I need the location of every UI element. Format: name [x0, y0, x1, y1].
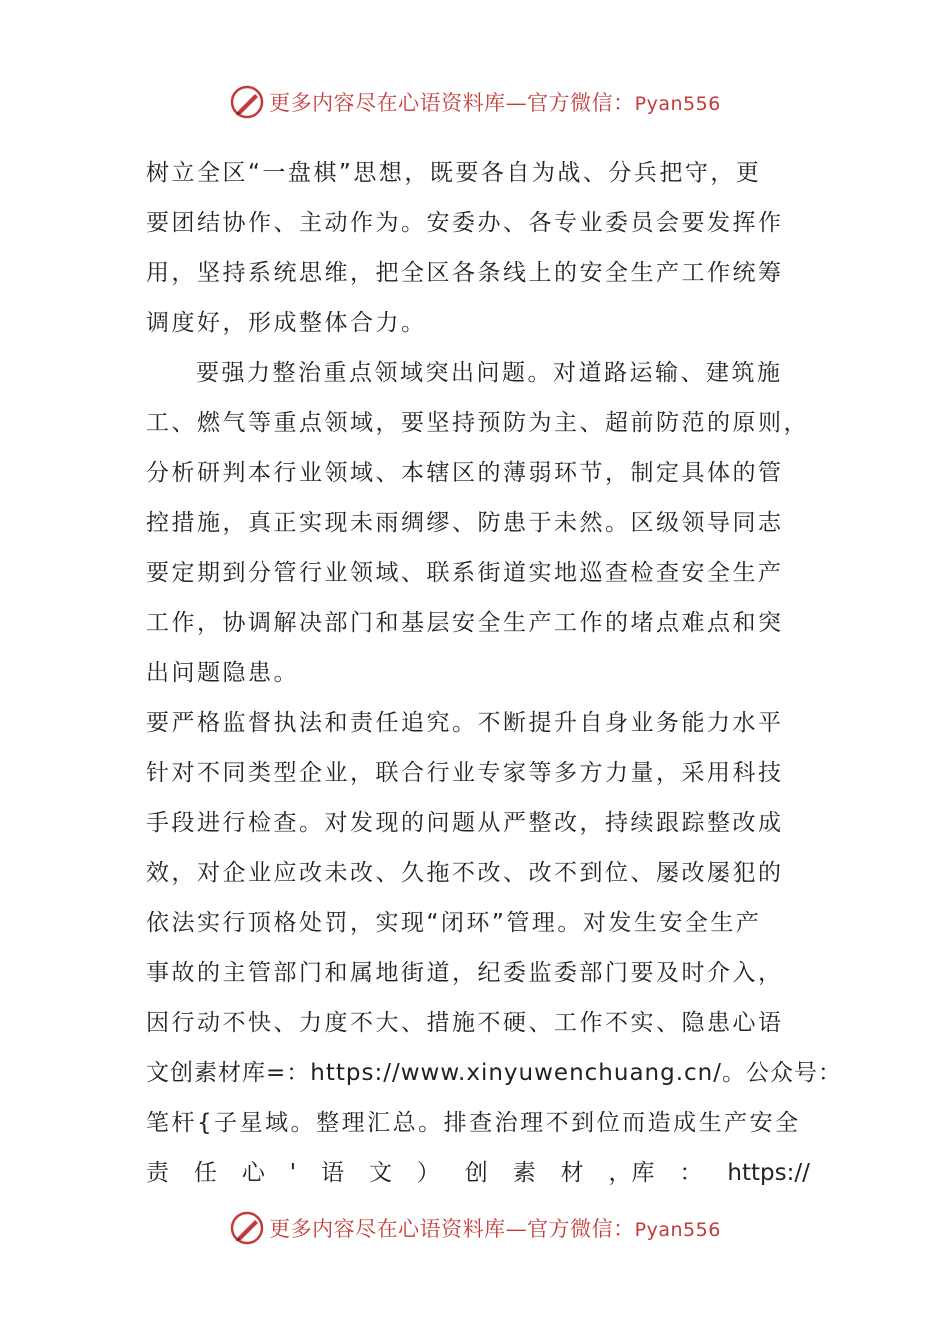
- body-line: 笔杆{子星域。整理汇总。排查治理不到位而造成生产安全: [146, 1110, 801, 1136]
- header-watermark-text: 更多内容尽在心语资料库—官方微信：Pyan556: [269, 91, 721, 115]
- footer-wechat-id: Pyan556: [634, 1219, 721, 1241]
- body-line: 调度好，形成整体合力。: [146, 310, 427, 336]
- body-line: 要强力整治重点领域突出问题。对道路运输、建筑施: [196, 360, 783, 386]
- body-line: 出问题隐患。: [146, 660, 299, 686]
- token: 语: [321, 1160, 345, 1186]
- token: ': [289, 1160, 297, 1186]
- token: https://: [727, 1160, 810, 1186]
- body-line: 分析研判本行业领域、本辖区的薄弱环节，制定具体的管: [146, 460, 784, 486]
- body-line: 文创素材库=：https://www.xinyuwenchuang.cn/。公众号：: [146, 1060, 843, 1086]
- token: 心: [241, 1160, 265, 1186]
- body-line: 要定期到分管行业领域、联系街道实地巡查检查安全生产: [146, 560, 784, 586]
- pen-logo-icon: [229, 1210, 265, 1246]
- body-line: 工作，协调解决部门和基层安全生产工作的堵点难点和突: [146, 610, 784, 636]
- footer-watermark-text: 更多内容尽在心语资料库—官方微信：Pyan556: [269, 1217, 721, 1241]
- token: 责: [146, 1160, 169, 1186]
- pen-logo-icon: [229, 84, 265, 120]
- header-watermark: [0, 82, 950, 122]
- body-line: 效，对企业应改未改、久拖不改、改不到位、屡改屡犯的: [146, 860, 784, 886]
- body-line: 控措施，真正实现未雨绸缪、防患于未然。区级领导同志: [146, 510, 784, 536]
- token: ，库: [608, 1160, 655, 1186]
- token: ）: [416, 1160, 440, 1186]
- footer-watermark: [0, 1208, 950, 1248]
- body-line: 用，坚持系统思维，把全区各条线上的安全生产工作统筹: [146, 260, 784, 286]
- body-line: 要严格监督执法和责任追究。不断提升自身业务能力水平: [146, 710, 784, 736]
- document-body: [146, 148, 843, 1198]
- token: 创: [464, 1160, 488, 1186]
- token: 文: [368, 1160, 392, 1186]
- body-line: 要团结协作、主动作为。安委办、各专业委员会要发挥作: [146, 210, 784, 236]
- body-line: 工、燃气等重点领域，要坚持预防为主、超前防范的原则，: [146, 410, 809, 436]
- token: 素: [512, 1160, 536, 1186]
- body-line-justified: [146, 1148, 810, 1198]
- header-wechat-id: Pyan556: [634, 93, 721, 115]
- body-line: 因行动不快、力度不大、措施不硬、工作不实、隐患心语: [146, 1010, 784, 1036]
- token: ：: [679, 1160, 703, 1186]
- body-line: 手段进行检查。对发现的问题从严整改，持续跟踪整改成: [146, 810, 784, 836]
- token: 材: [560, 1160, 584, 1186]
- body-line: 树立全区“一盘棋”思想，既要各自为战、分兵把守，更: [146, 160, 762, 186]
- body-line: 事故的主管部门和属地街道，纪委监委部门要及时介入，: [146, 960, 784, 986]
- token: 任: [193, 1160, 217, 1186]
- body-line: 依法实行顶格处罚，实现“闭环”管理。对发生安全生产: [146, 910, 762, 936]
- body-line: 针对不同类型企业，联合行业专家等多方力量，采用科技: [146, 760, 784, 786]
